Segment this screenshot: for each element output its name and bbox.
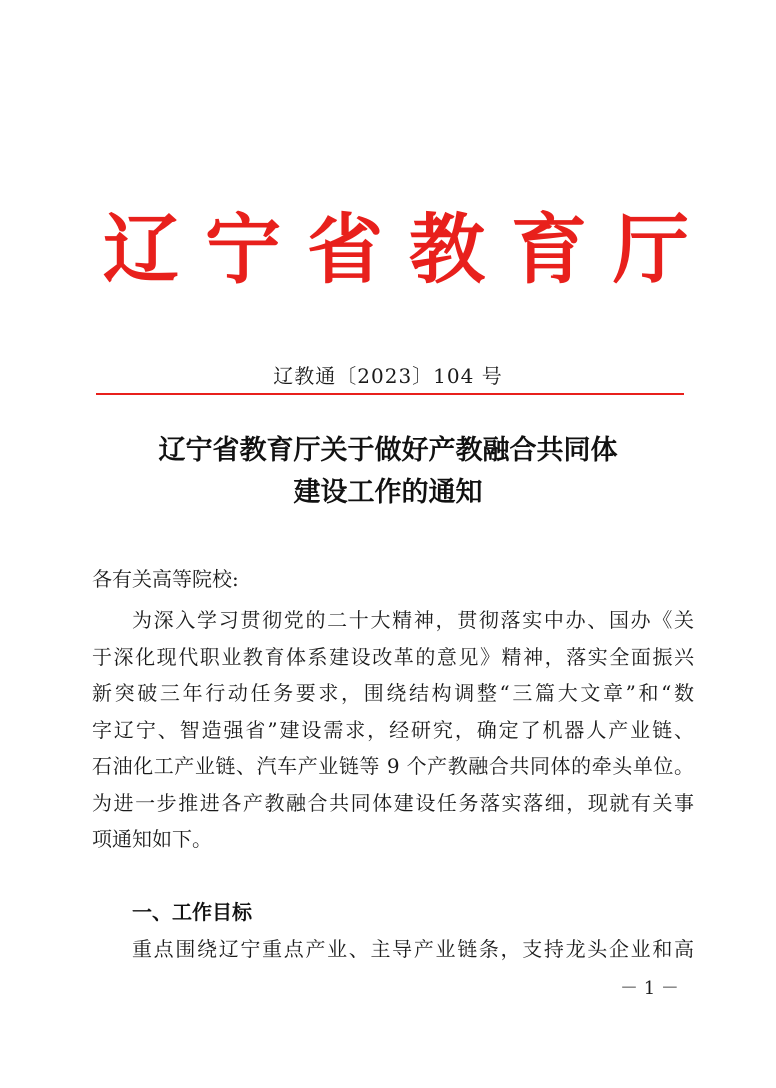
body-line: 为进一步推进各产教融合共同体建设任务落实落细，现就有关事 xyxy=(92,790,694,815)
body-line: 字辽宁、智造强省”建设需求，经研究，确定了机器人产业链、 xyxy=(92,717,694,742)
body-line: 新突破三年行动任务要求，围绕结构调整“三篇大文章”和“数 xyxy=(92,681,694,705)
body-paragraph xyxy=(92,602,694,858)
body-line: 于深化现代职业教育体系建设改革的意见》精神，落实全面振兴 xyxy=(92,644,694,669)
issuing-agency-header xyxy=(96,205,696,295)
red-divider-line xyxy=(96,393,684,395)
salutation: 各有关高等院校: xyxy=(92,567,239,591)
body-line: 为深入学习贯彻党的二十大精神，贯彻落实中办、国办《关 xyxy=(132,608,694,632)
document-number: 辽教通〔2023〕104 号 xyxy=(273,364,503,388)
document-title xyxy=(0,430,776,514)
agency-char: 宁 xyxy=(205,205,281,294)
agency-char: 辽 xyxy=(103,205,179,294)
agency-char: 省 xyxy=(307,205,383,294)
section-body-line: 重点围绕辽宁重点产业、主导产业链条，支持龙头企业和高 xyxy=(132,937,694,961)
document-title-line-1: 辽宁省教育厅关于做好产教融合共同体 xyxy=(158,435,618,466)
body-line: 石油化工产业链、汽车产业链等 9 个产教融合共同体的牵头单位。 xyxy=(92,754,694,778)
agency-char: 厅 xyxy=(613,205,689,294)
agency-char: 教 xyxy=(409,205,485,294)
agency-char: 育 xyxy=(511,205,587,294)
document-title-line-2: 建设工作的通知 xyxy=(293,477,483,508)
body-line: 项通知如下。 xyxy=(92,827,212,851)
section-heading: 一、工作目标 xyxy=(132,900,252,924)
page-number: － 1 － xyxy=(620,978,679,999)
